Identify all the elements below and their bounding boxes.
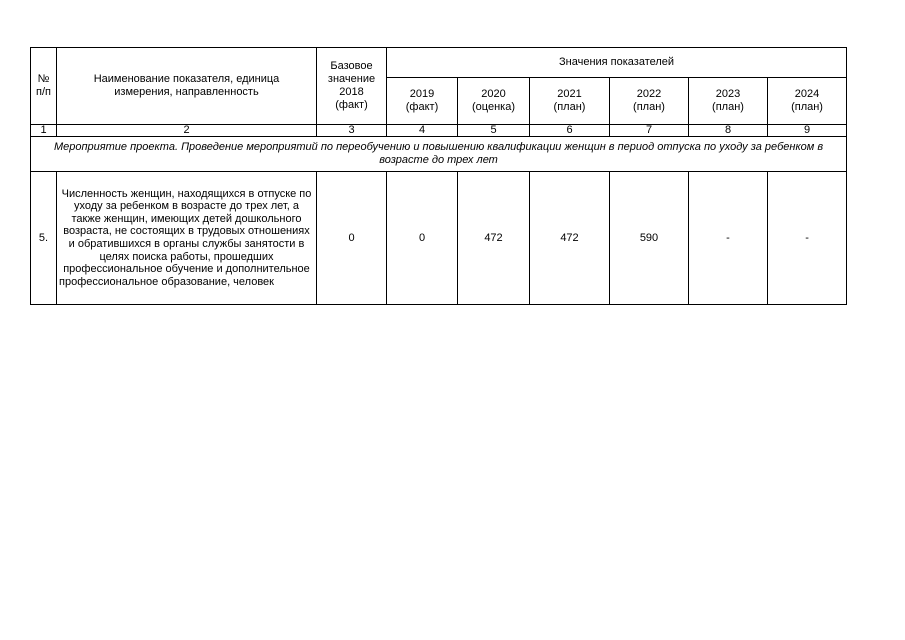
header-year-2024: 2024 (план)	[768, 78, 847, 125]
column-index: 5	[458, 125, 530, 137]
column-index: 7	[610, 125, 689, 137]
column-index: 3	[317, 125, 387, 137]
column-index-row	[31, 125, 847, 137]
header-year-2020: 2020 (оценка)	[458, 78, 530, 125]
value-2019: 0	[387, 172, 458, 305]
header-year-2023: 2023 (план)	[689, 78, 768, 125]
value-2020: 472	[458, 172, 530, 305]
section-title: Мероприятие проекта. Проведение мероприятий по переобучению и повышению квалификации женщин в период отпуска по уходу за ребенком в возрасте до трех лет	[31, 137, 847, 172]
indicators-table	[30, 47, 847, 305]
header-year-2019: 2019 (факт)	[387, 78, 458, 125]
row-number: 5.	[31, 172, 57, 305]
header-number: № п/п	[31, 48, 57, 125]
column-index: 1	[31, 125, 57, 137]
header-indicator-name: Наименование показателя, единица измерения, направленность	[57, 48, 317, 125]
table-row	[31, 172, 847, 305]
column-index: 9	[768, 125, 847, 137]
column-index: 2	[57, 125, 317, 137]
header-year-2021: 2021 (план)	[530, 78, 610, 125]
header-base-value: Базовое значение 2018 (факт)	[317, 48, 387, 125]
value-2023: -	[689, 172, 768, 305]
indicator-name: Численность женщин, находящихся в отпуске по уходу за ребенком в возрасте до трех лет, а также женщин, имеющих детей дошкольного возраста, не состоящих в трудовых отношениях и обратившихся в органы службы занятости в целях поиска работы, прошедших профессиональное обучение и дополнительное профессиональное образование, человек	[57, 172, 317, 305]
value-2021: 472	[530, 172, 610, 305]
column-index: 8	[689, 125, 768, 137]
column-index: 6	[530, 125, 610, 137]
base-value: 0	[317, 172, 387, 305]
header-indicator-values: Значения показателей	[387, 48, 847, 78]
section-row	[31, 137, 847, 172]
value-2022: 590	[610, 172, 689, 305]
column-index: 4	[387, 125, 458, 137]
value-2024: -	[768, 172, 847, 305]
header-year-2022: 2022 (план)	[610, 78, 689, 125]
